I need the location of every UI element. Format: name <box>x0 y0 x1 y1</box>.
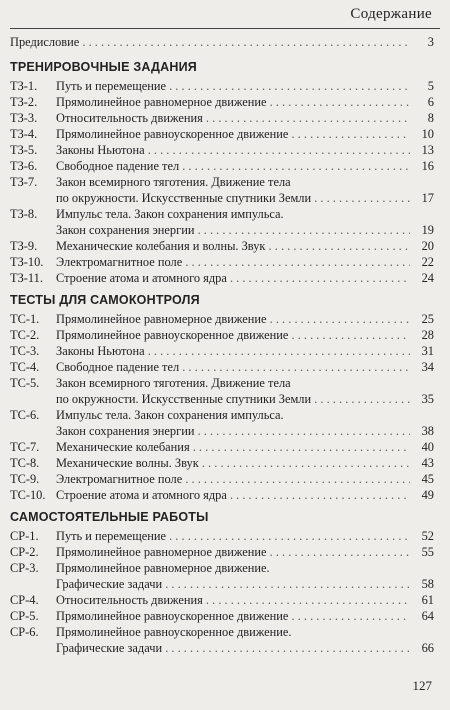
toc-entry-code: СР-5. <box>10 609 39 623</box>
toc-entry-text: Механические волны. Звук . . . <box>56 455 410 471</box>
toc-entry-text: Прямолинейное равноускоренное движение . . . <box>56 608 410 624</box>
toc-entry-text: Свободное падение тел . . . <box>56 359 410 375</box>
toc-entry-text: Закон всемирного тяготения. Движение тела <box>56 175 291 189</box>
toc-entry <box>10 270 434 286</box>
toc-entry-text: Законы Ньютона . . . <box>56 142 410 158</box>
toc-entry <box>10 423 434 439</box>
toc-entry-code: ТЗ-8. <box>10 207 38 221</box>
toc-entry <box>10 624 434 640</box>
toc-entry-code: ТЗ-5. <box>10 143 38 157</box>
toc-entry-code: СР-3. <box>10 561 39 575</box>
toc-entry-page: 13 <box>421 143 434 157</box>
toc-section <box>10 60 434 286</box>
toc-entry-page: 55 <box>421 545 434 559</box>
toc-entry <box>10 407 434 423</box>
toc-entry-page: 66 <box>421 641 434 655</box>
toc-entry <box>10 142 434 158</box>
toc-entry-code: ТС-6. <box>10 408 40 422</box>
toc-entry <box>10 327 434 343</box>
toc-entry-text: Электромагнитное поле . . . <box>56 254 410 270</box>
toc-entry-code: СР-6. <box>10 625 39 639</box>
toc-entry-page: 24 <box>421 271 434 285</box>
toc-entry-page: 20 <box>421 239 434 253</box>
toc-entry-text: Прямолинейное равноускоренное движение. <box>56 625 292 639</box>
toc-entry-text: Механические колебания и волны. Звук . . . <box>56 238 410 254</box>
page-header <box>0 0 450 28</box>
toc-entry-page: 28 <box>421 328 434 342</box>
toc-entry <box>10 592 434 608</box>
toc-entry <box>10 343 434 359</box>
toc-entry <box>10 238 434 254</box>
toc-entry <box>10 640 434 656</box>
toc-entry <box>10 254 434 270</box>
toc-entry <box>10 78 434 94</box>
toc-entry-text: Электромагнитное поле . . . <box>56 471 410 487</box>
toc-entry-code: СР-2. <box>10 545 39 559</box>
toc-entry-text: Закон всемирного тяготения. Движение тела <box>56 376 291 390</box>
toc-entry-text: Импульс тела. Закон сохранения импульса. <box>56 207 284 221</box>
header-divider <box>10 28 440 29</box>
toc-entry-page: 49 <box>421 488 434 502</box>
toc-entry-code: ТЗ-4. <box>10 127 38 141</box>
toc-entry-text: по окружности. Искусственные спутники Земли . . . <box>56 391 410 407</box>
toc-entry-code: ТЗ-7. <box>10 175 38 189</box>
toc-entry-code: ТС-7. <box>10 440 40 454</box>
toc-entry-code: ТС-1. <box>10 312 40 326</box>
toc-entry-text: по окружности. Искусственные спутники Земли . . . <box>56 190 410 206</box>
toc-entry-code: ТЗ-6. <box>10 159 38 173</box>
toc-entry-code: ТЗ-9. <box>10 239 38 253</box>
toc-entry-text: Прямолинейное равномерное движение . . . <box>56 94 410 110</box>
toc-entry-code: ТС-10. <box>10 488 46 502</box>
page-number: 127 <box>412 678 432 693</box>
toc-entry-code: ТЗ-10. <box>10 255 44 269</box>
section-title: ТЕСТЫ ДЛЯ САМОКОНТРОЛЯ <box>10 293 200 307</box>
toc-entry-page: 10 <box>421 127 434 141</box>
toc-entry-page: 5 <box>427 79 434 93</box>
toc-entry-text: Строение атома и атомного ядра . . . <box>56 270 410 286</box>
toc-entry <box>10 455 434 471</box>
toc-entry-text: Относительность движения . . . <box>56 592 410 608</box>
toc-entry-page: 38 <box>421 424 434 438</box>
toc-entry <box>10 126 434 142</box>
toc-entry-code: ТЗ-1. <box>10 79 38 93</box>
toc-entry-text: Прямолинейное равноускоренное движение . . . <box>56 327 410 343</box>
toc-entry-page: 45 <box>421 472 434 486</box>
toc-entry-code: ТС-2. <box>10 328 40 342</box>
toc-entry-code: СР-1. <box>10 529 39 543</box>
toc-entry-text: Законы Ньютона . . . <box>56 343 410 359</box>
table-of-contents <box>10 34 434 656</box>
toc-entry-page: 6 <box>427 95 434 109</box>
toc-entry-code: ТС-9. <box>10 472 40 486</box>
toc-entry <box>10 375 434 391</box>
toc-entry-text: Механические колебания . . . <box>56 439 410 455</box>
toc-entry <box>10 487 434 503</box>
toc-entry-text: Путь и перемещение . . . <box>56 78 410 94</box>
toc-entry <box>10 94 434 110</box>
toc-entry-page: 31 <box>421 344 434 358</box>
toc-entry-code: ТС-4. <box>10 360 40 374</box>
toc-entry-code: ТС-3. <box>10 344 40 358</box>
toc-entry <box>10 608 434 624</box>
toc-section <box>10 510 434 656</box>
toc-entry <box>10 311 434 327</box>
section-title: ТРЕНИРОВОЧНЫЕ ЗАДАНИЯ <box>10 60 197 74</box>
toc-entry-page: 3 <box>427 35 434 49</box>
toc-entry-page: 22 <box>421 255 434 269</box>
toc-entry-page: 25 <box>421 312 434 326</box>
toc-entry-page: 17 <box>421 191 434 205</box>
toc-entry <box>10 560 434 576</box>
toc-entry-text: Относительность движения . . . <box>56 110 410 126</box>
toc-entry <box>10 110 434 126</box>
toc-entry-page: 61 <box>421 593 434 607</box>
toc-entry-text: Предисловие . . . <box>10 34 410 50</box>
toc-entry <box>10 222 434 238</box>
toc-entry <box>10 576 434 592</box>
toc-entry-text: Прямолинейное равномерное движение . . . <box>56 544 410 560</box>
toc-entry <box>10 190 434 206</box>
toc-entry-text: Путь и перемещение . . . <box>56 528 410 544</box>
toc-entry-code: ТС-5. <box>10 376 40 390</box>
toc-entry-text: Свободное падение тел . . . <box>56 158 410 174</box>
toc-entry-page: 19 <box>421 223 434 237</box>
toc-entry-text: Импульс тела. Закон сохранения импульса. <box>56 408 284 422</box>
toc-entry-text: Строение атома и атомного ядра . . . <box>56 487 410 503</box>
toc-entry <box>10 174 434 190</box>
toc-entry-code: СР-4. <box>10 593 39 607</box>
toc-entry-text: Графические задачи . . . <box>56 576 410 592</box>
toc-entry-text: Прямолинейное равномерное движение . . . <box>56 311 410 327</box>
toc-entry <box>10 471 434 487</box>
toc-entry-page: 8 <box>427 111 434 125</box>
toc-entry <box>10 528 434 544</box>
toc-entry-page: 35 <box>421 392 434 406</box>
toc-entry <box>10 439 434 455</box>
toc-entry-text: Закон сохранения энергии . . . <box>56 423 410 439</box>
toc-entry <box>10 391 434 407</box>
toc-entry-preface <box>10 34 434 50</box>
toc-entry-page: 34 <box>421 360 434 374</box>
toc-entry <box>10 359 434 375</box>
toc-entry-code: ТЗ-2. <box>10 95 38 109</box>
toc-sections <box>10 60 434 656</box>
toc-entry-text: Закон сохранения энергии . . . <box>56 222 410 238</box>
toc-entry <box>10 206 434 222</box>
toc-entry-code: ТС-8. <box>10 456 40 470</box>
toc-entry-page: 16 <box>421 159 434 173</box>
toc-entry-page: 52 <box>421 529 434 543</box>
toc-entry-page: 64 <box>421 609 434 623</box>
toc-entry-code: ТЗ-11. <box>10 271 43 285</box>
page-title: Содержание <box>350 6 432 22</box>
toc-entry <box>10 544 434 560</box>
toc-entry-page: 43 <box>421 456 434 470</box>
toc-entry-page: 40 <box>421 440 434 454</box>
toc-entry-code: ТЗ-3. <box>10 111 38 125</box>
toc-entry <box>10 158 434 174</box>
toc-entry-page: 58 <box>421 577 434 591</box>
toc-entry-text: Графические задачи . . . <box>56 640 410 656</box>
section-title: САМОСТОЯТЕЛЬНЫЕ РАБОТЫ <box>10 510 209 524</box>
toc-entry-text: Прямолинейное равноускоренное движение . . . <box>56 126 410 142</box>
toc-entry-text: Прямолинейное равномерное движение. <box>56 561 270 575</box>
toc-section <box>10 293 434 503</box>
